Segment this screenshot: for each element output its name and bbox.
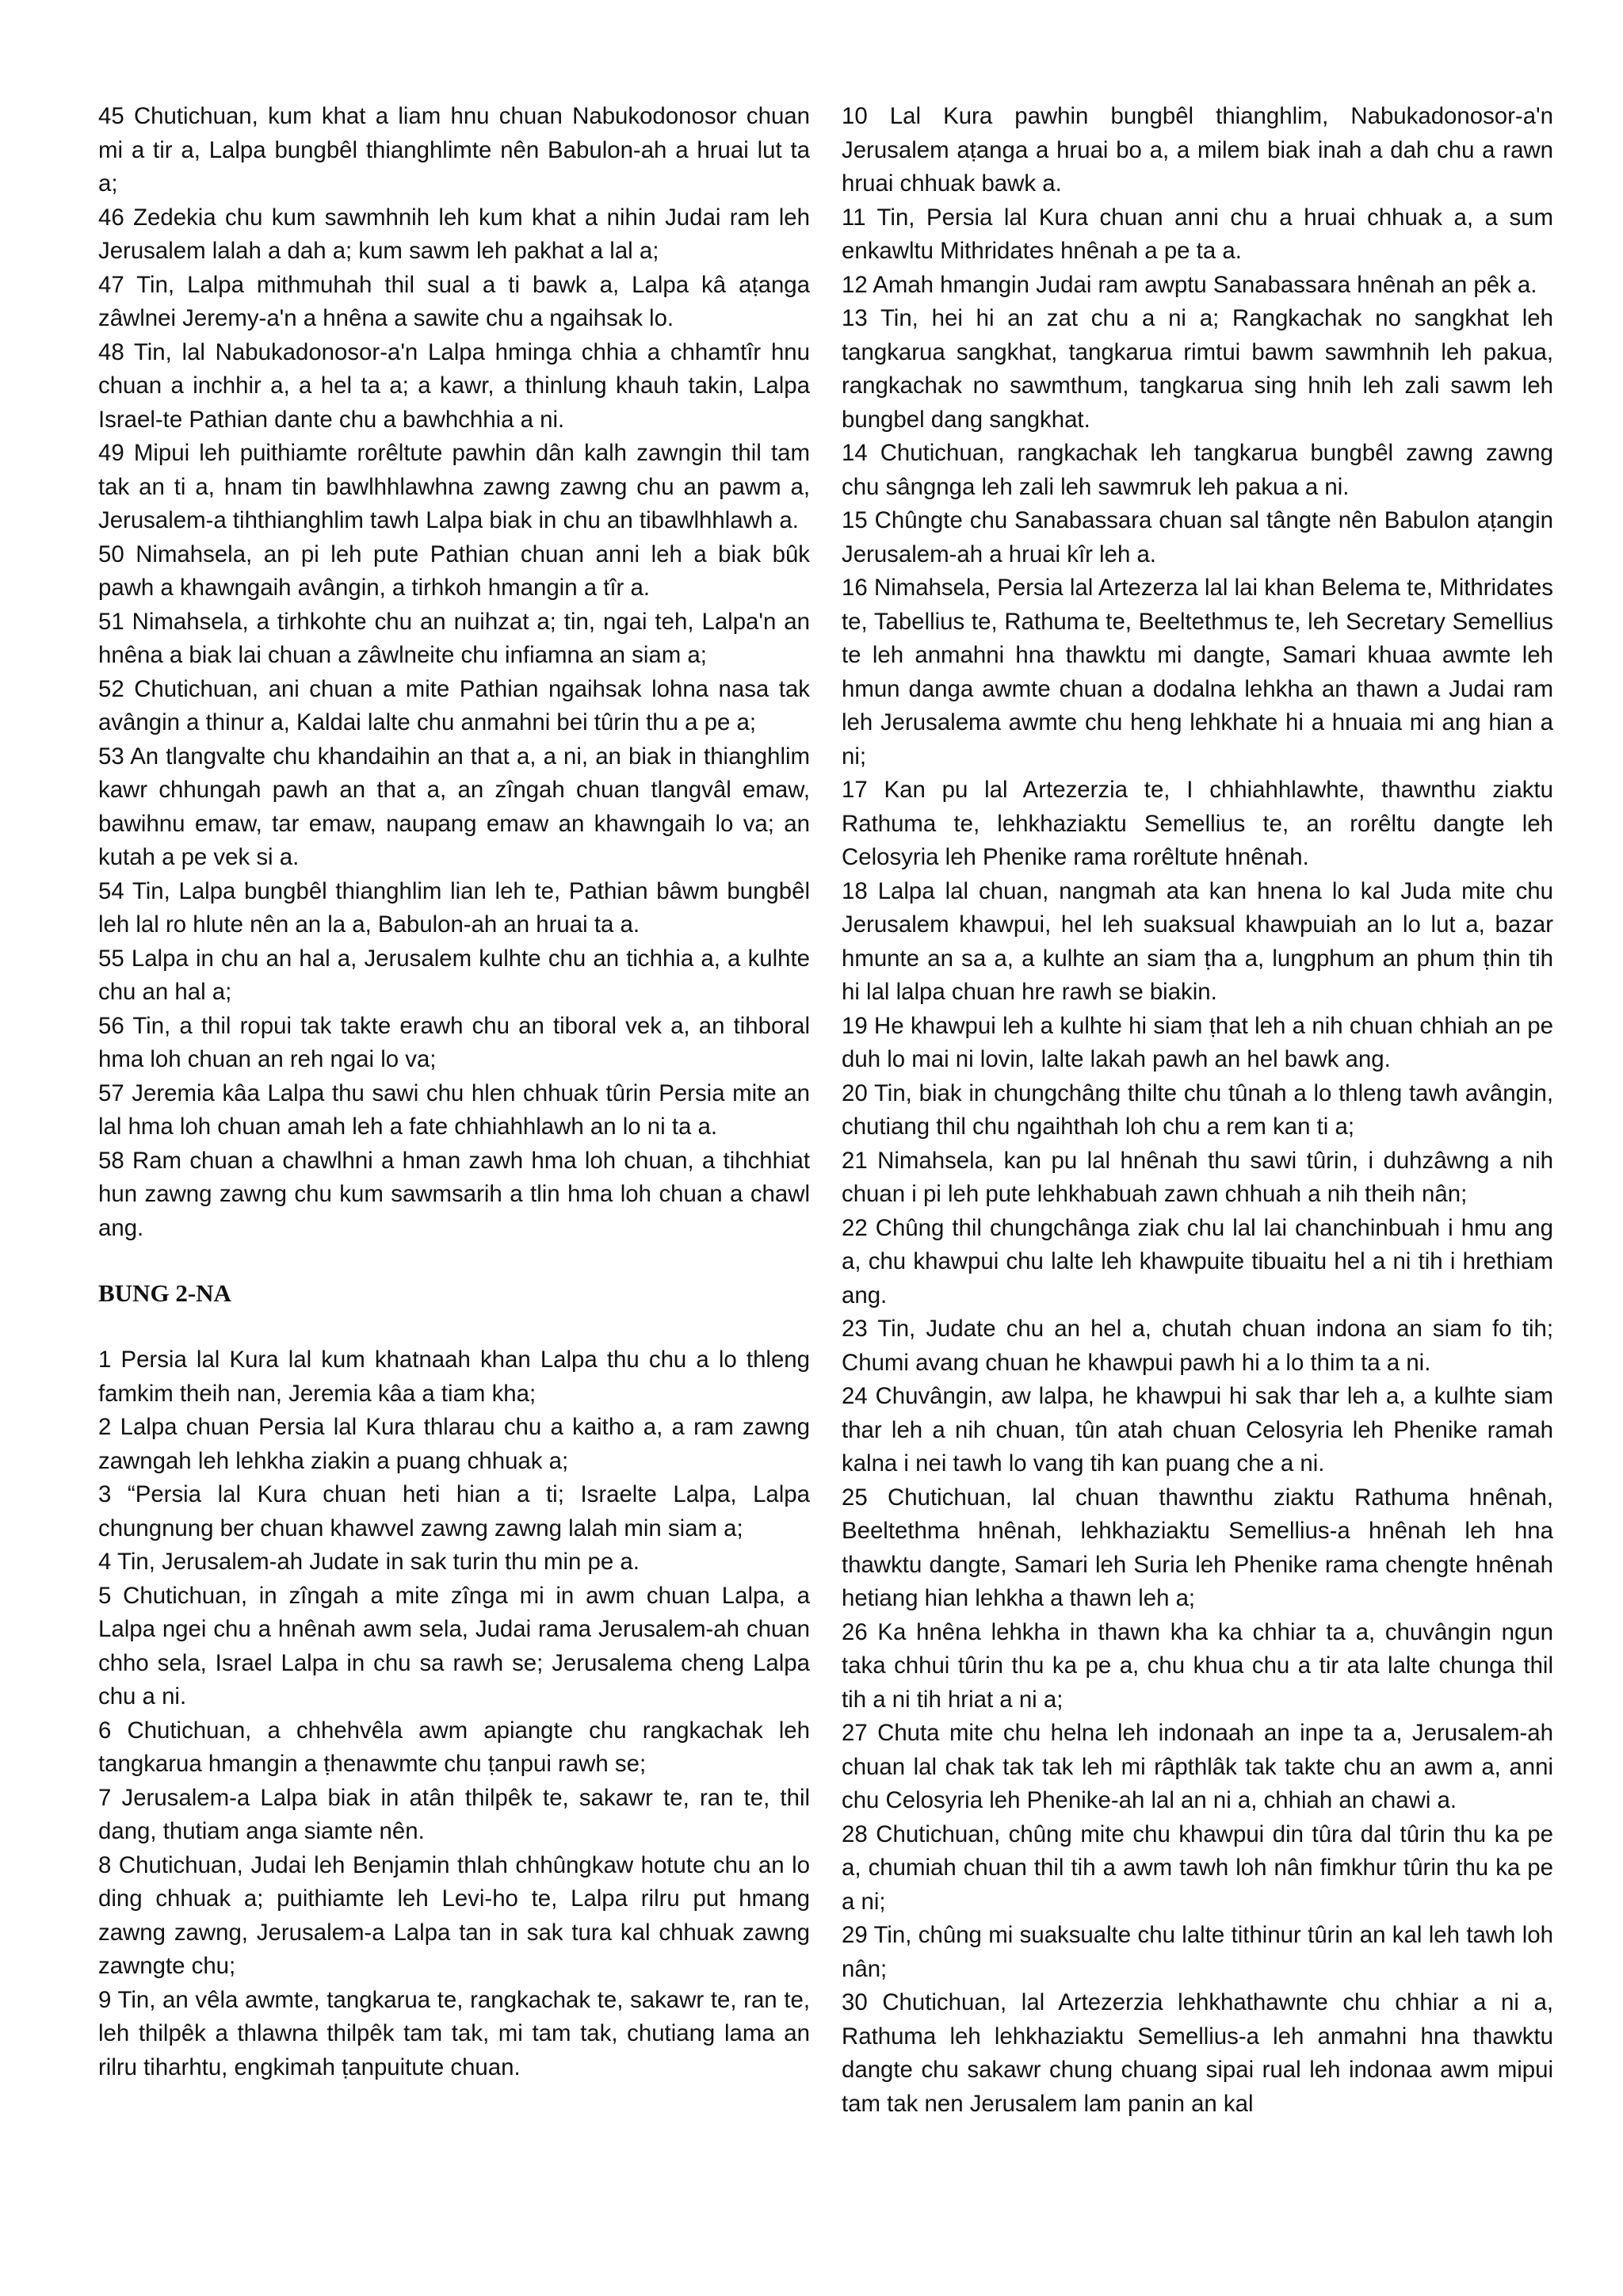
verse: 15 Chûngte chu Sanabassara chuan sal tângte nên Babulon aṭangin Jerusalem-ah a hruai kîr leh a. bbox=[842, 507, 1553, 567]
verse: 29 Tin, chûng mi suaksualte chu lalte tithinur tûrin an kal leh tawh loh nân; bbox=[842, 1922, 1553, 1982]
verse: 17 Kan pu lal Artezerzia te, I chhiahhlawhte, thawnthu ziaktu Rathuma te, lehkhaziaktu Semellius te, an rorêltu dangte leh Celosyria leh Phenike rama rorêltute hnênah. bbox=[842, 777, 1553, 870]
verse: 49 Mipui leh puithiamte rorêltute pawhin dân kalh zawngin thil tam tak an ti a, hnam tin bawlhhlawhna zawng zawng chu an pawm a, Jerusalem-a tihthianghlim tawh Lalpa biak in chu an tibawlhhlawh a. bbox=[98, 440, 810, 533]
left-column bbox=[98, 100, 810, 2084]
verse: 56 Tin, a thil ropui tak takte erawh chu an tiboral vek a, an tihboral hma loh chuan an reh ngai lo va; bbox=[98, 1012, 810, 1072]
verse: 57 Jeremia kâa Lalpa thu sawi chu hlen chhuak tûrin Persia mite an lal hma loh chuan amah leh a fate chhiahhlawh an lo ni ta a. bbox=[98, 1079, 810, 1140]
verse: 30 Chutichuan, lal Artezerzia lehkhathawnte chu chhiar a ni a, Rathuma leh lehkhaziaktu Semellius-a leh anmahni hna thawktu dangte chu sakawr chung chuang sipai rual leh indonaa awm mipui tam tak nen Jerusalem lam panin an kal bbox=[842, 1989, 1553, 2117]
verse: 48 Tin, lal Nabukadonosor-a'n Lalpa hminga chhia a chhamtîr hnu chuan a inchhir a, a hel ta a; a kawr, a thinlung khauh takin, Lalpa Israel-te Pathian dante chu a bawhchhia a ni. bbox=[98, 338, 810, 433]
verse: 11 Tin, Persia lal Kura chuan anni chu a hruai chhuak a, a sum enkawltu Mithridates hnênah a pe ta a. bbox=[842, 204, 1553, 264]
verse: 1 Persia lal Kura lal kum khatnaah khan Lalpa thu chu a lo thleng famkim theih nan, Jeremia kâa a tiam kha; bbox=[98, 1347, 810, 1407]
verse: 51 Nimahsela, a tirhkohte chu an nuihzat a; tin, ngai teh, Lalpa'n an hnêna a biak lai chuan a zâwlneite chu infiamna an siam a; bbox=[98, 608, 810, 668]
verse: 45 Chutichuan, kum khat a liam hnu chuan Nabukodonosor chuan mi a tir a, Lalpa bungbêl thianghlimte nên Babulon-ah a hruai lut ta a; bbox=[98, 103, 810, 197]
verse: 9 Tin, an vêla awmte, tangkarua te, rangkachak te, sakawr te, ran te, leh thilpêk a thlawna thilpêk tam tak, mi tam tak, chutiang lama an rilru tiharhtu, engkimah ṭanpuitute chuan. bbox=[98, 1986, 810, 2080]
verse: 3 “Persia lal Kura chuan heti hian a ti; Israelte Lalpa, Lalpa chungnung ber chuan khawvel zawng zawng lalah min siam a; bbox=[98, 1481, 810, 1541]
verse: 6 Chutichuan, a chhehvêla awm apiangte chu rangkachak leh tangkarua hmangin a ṭhenawmte chu ṭanpui rawh se; bbox=[98, 1717, 810, 1777]
verse: 5 Chutichuan, in zîngah a mite zînga mi in awm chuan Lalpa, a Lalpa ngei chu a hnênah awm sela, Judai rama Jerusalem-ah chuan chho sela, Israel Lalpa in chu sa rawh se; Jerusalema cheng Lalpa chu a ni. bbox=[98, 1582, 810, 1710]
verse: 19 He khawpui leh a kulhte hi siam ṭhat leh a nih chuan chhiah an pe duh lo mai ni lovin, lalte lakah pawh an hel bawk ang. bbox=[842, 1012, 1553, 1072]
verse: 10 Lal Kura pawhin bungbêl thianghlim, Nabukadonosor-a'n Jerusalem aṭanga a hruai bo a, a milem biak inah a dah chu a rawn hruai chhuak bawk a. bbox=[842, 103, 1553, 197]
verse: 26 Ka hnêna lehkha in thawn kha ka chhiar ta a, chuvângin ngun taka chhui tûrin thu ka pe a, chu khua chu a tir ata lalte chunga thil tih a ni tih hriat a ni a; bbox=[842, 1618, 1553, 1713]
verse: 28 Chutichuan, chûng mite chu khawpui din tûra dal tûrin thu ka pe a, chumiah chuan thil tih a awm tawh loh nân fimkhur tûrin thu ka pe a ni; bbox=[842, 1820, 1553, 1915]
verse: 14 Chutichuan, rangkachak leh tangkarua bungbêl zawng zawng chu sângnga leh zali leh sawmruk leh pakua a ni. bbox=[842, 440, 1553, 500]
verse: 12 Amah hmangin Judai ram awptu Sanabassara hnênah an pêk a. bbox=[842, 271, 1537, 298]
verse: 55 Lalpa in chu an hal a, Jerusalem kulhte chu an tichhia a, a kulhte chu an hal a; bbox=[98, 945, 810, 1005]
verse: 54 Tin, Lalpa bungbêl thianghlim lian leh te, Pathian bâwm bungbêl leh lal ro hlute nên an la a, Babulon-ah an hruai ta a. bbox=[98, 877, 810, 938]
verse: 8 Chutichuan, Judai leh Benjamin thlah chhûngkaw hotute chu an lo ding chhuak a; puithiamte leh Levi-ho te, Lalpa rilru put hmang zawng zawng, Jerusalem-a Lalpa tan in sak tura kal chhuak zawng zawngte chu; bbox=[98, 1851, 810, 1979]
verse: 13 Tin, hei hi an zat chu a ni a; Rangkachak no sangkhat leh tangkarua sangkhat, tangkarua rimtui bawm sawmhnih leh pakua, rangkachak no sawmthum, tangkarua sing hnih leh zali sawm leh bungbel dang sangkhat. bbox=[842, 305, 1553, 433]
verse: 4 Tin, Jerusalem-ah Judate in sak turin thu min pe a. bbox=[98, 1549, 640, 1575]
verse: 52 Chutichuan, ani chuan a mite Pathian ngaihsak lohna nasa tak avângin a thinur a, Kaldai lalte chu anmahni bei tûrin thu a pe a; bbox=[98, 675, 810, 735]
right-column bbox=[842, 100, 1553, 2121]
verse: 18 Lalpa lal chuan, nangmah ata kan hnena lo kal Juda mite chu Jerusalem khawpui, hel leh suaksual khawpuiah an lo lut a, bazar hmunte an sa a, a kulhte an siam ṭha a, lungphum an phum ṭhin tih hi lal lalpa chuan hre rawh se biakin. bbox=[842, 877, 1553, 1005]
chapter-heading: BUNG 2-NA bbox=[98, 1279, 231, 1307]
verse: 46 Zedekia chu kum sawmhnih leh kum khat a nihin Judai ram leh Jerusalem lalah a dah a; kum sawm leh pakhat a lal a; bbox=[98, 204, 810, 264]
verse: 53 An tlangvalte chu khandaihin an that a, a ni, an biak in thianghlim kawr chhungah pawh an that a, an zîngah chuan tlangvâl emaw, bawihnu emaw, tar emaw, naupang emaw an khawngaih lo va; an kutah a pe vek si a. bbox=[98, 743, 810, 870]
verse: 22 Chûng thil chungchânga ziak chu lal lai chanchinbuah i hmu ang a, chu khawpui chu lalte leh khawpuite tibuaitu hel a ni tih i hrethiam ang. bbox=[842, 1214, 1553, 1308]
verse: 23 Tin, Judate chu an hel a, chutah chuan indona an siam fo tih; Chumi avang chuan he khawpui pawh hi a lo thim ta a ni. bbox=[842, 1316, 1553, 1376]
verse: 50 Nimahsela, an pi leh pute Pathian chuan anni leh a biak bûk pawh a khawngaih avângin, a tirhkoh hmangin a tîr a. bbox=[98, 541, 810, 601]
verse: 47 Tin, Lalpa mithmuhah thil sual a ti bawk a, Lalpa kâ aṭanga zâwlnei Jeremy-a'n a hnêna a sawite chu a ngaihsak lo. bbox=[98, 271, 810, 331]
verse: 21 Nimahsela, kan pu lal hnênah thu sawi tûrin, i duhzâwng a nih chuan i pi leh pute lehkhabuah zawn chhuah a nih theih nân; bbox=[842, 1147, 1553, 1207]
verse: 58 Ram chuan a chawlhni a hman zawh hma loh chuan, a tihchhiat hun zawng zawng chu kum sawmsarih a tlin hma loh chuan a chawl ang. bbox=[98, 1147, 810, 1241]
verse: 27 Chuta mite chu helna leh indonaah an inpe ta a, Jerusalem-ah chuan lal chak tak tak leh mi râpthlâk tak takte chu an awm a, anni chu Celosyria leh Phenike-ah lal an ni a, chhiah an chawi a. bbox=[842, 1720, 1553, 1813]
verse: 20 Tin, biak in chungchâng thilte chu tûnah a lo thleng tawh avângin, chutiang thil chu ngaihthah loh chu a rem kan ti a; bbox=[842, 1079, 1553, 1140]
verse: 25 Chutichuan, lal chuan thawnthu ziaktu Rathuma hnênah, Beeltethma hnênah, lehkhaziaktu Semellius-a hnênah leh hna thawktu dangte, Samari leh Suria leh Phenike rama chengte hnênah hetiang hian lehkha a thawn leh a; bbox=[842, 1484, 1553, 1611]
verse: 7 Jerusalem-a Lalpa biak in atân thilpêk te, sakawr te, ran te, thil dang, thutiam anga siamte nên. bbox=[98, 1784, 810, 1844]
verse: 2 Lalpa chuan Persia lal Kura thlarau chu a kaitho a, a ram zawng zawngah leh lehkha ziakin a puang chhuak a; bbox=[98, 1414, 810, 1474]
verse: 16 Nimahsela, Persia lal Artezerza lal lai khan Belema te, Mithridates te, Tabellius te, Rathuma te, Beeltethmus te, leh Secretary Semellius te leh anmahni hna thawktu mi dangte, Samari khuaa awmte leh hmun danga awmte chuan a dodalna lehkha an thawn a Judai ram leh Jerusalema awmte chu heng lehkhate hi a hnuaia mi ang hian a ni; bbox=[842, 575, 1553, 770]
verse: 24 Chuvângin, aw lalpa, he khawpui hi sak thar leh a, a kulhte siam thar leh a nih chuan, tûn atah chuan Celosyria leh Phenike ramah kalna i nei tawh lo vang tih kan puang che a ni. bbox=[842, 1383, 1553, 1477]
